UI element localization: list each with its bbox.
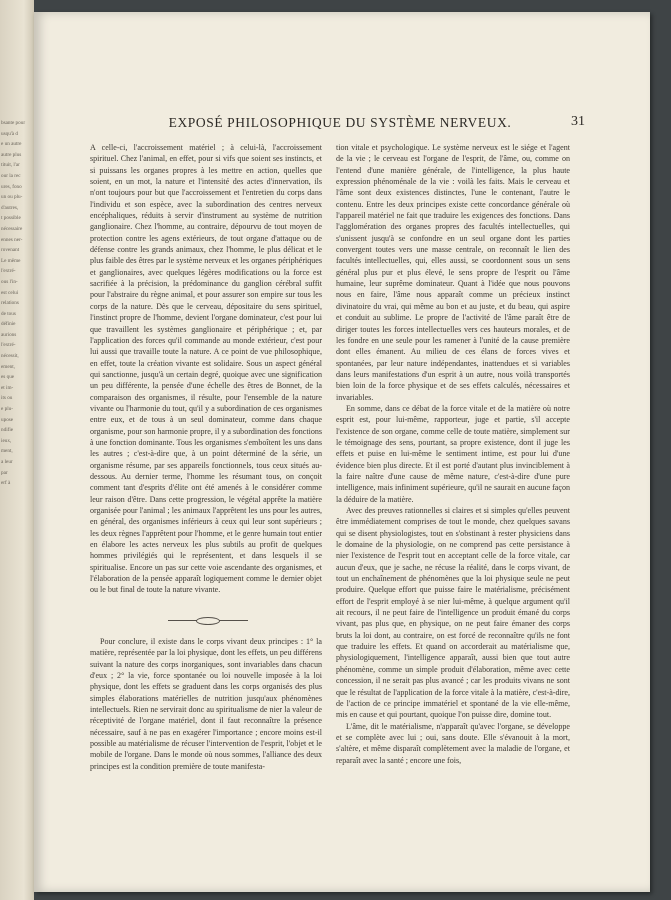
previous-page-fragment: définie <box>1 321 16 328</box>
previous-page-fragment: t possible <box>1 215 21 222</box>
previous-page-fragment: ment, <box>1 448 13 455</box>
previous-page-fragment: nécessit, <box>1 353 19 360</box>
paragraph: tion vitale et psychologique. Le système nerveux est le siége et l'agent de la vie ; le cerveau est l'organe de l'esprit, de l'âme, ou, comme on l'entend d'une manière générale, de l'intelligence, la plus haute expression phénoménale de la vie : voilà les faits. Mais le cerveau et l'âme sont deux existences distinctes, l'une le contenant, l'autre le contenu. Entre les deux principes existe cette concordance générale où l'appareil matériel ne fait que traduire les exigences des fonctions. Dans l'agglomération des organes propres des facultés intellectuelles, qui s'unissent jusqu'à se confondre en un seul organe dont les parties convergent toutes vers une masse centrale, on reconnaît le lien des facultés intellectuelles, qui, elles aussi, se coordonnent sous un sens général plus pur et plus élevé, le sens propre de l'esprit ou l'âme humaine, leur suprême dominateur. Quant à l'idée que nous pouvons nous en faire, l'âme nous apparaît comme un précieux instinct divinatoire du vrai, qui même au bon et au juste, et du beau, qui aspire et conduit au sublime. Le propre de l'activité de l'âme paraît être de diriger toutes les forces intellectuelles vers ces hauteurs morales, et de les fondre en une seule pour les ramener à l'unité de la cause première dont elles émanent. Au milieu de ces élans de forces vives et spontanées, par leur nature indépendantes, inattendues et si variables dans leurs manifestations d'un esprit à un autre, nous voilà transportés bien loin de la force physique et de ses effets calculés, nécessaires et invariables. <box>336 143 570 402</box>
previous-page-fragment: nécessaire <box>1 225 23 232</box>
left-column-conclusion <box>90 636 322 772</box>
previous-page-fragment: relations <box>1 300 19 307</box>
previous-page-fragment: e un autre <box>1 141 22 148</box>
previous-page-fragment: ennes ner- <box>1 236 23 243</box>
previous-page-fragment: l'extré- <box>1 342 16 349</box>
previous-page-fragment: ement, <box>1 363 15 370</box>
previous-page-fragment: ieux, <box>1 437 12 444</box>
previous-page-fragment: bsante pour <box>1 120 26 126</box>
previous-page-fragment: e plu- <box>1 406 13 413</box>
previous-page-fragment: ures, fono <box>1 183 22 190</box>
left-column <box>90 142 322 596</box>
previous-page-fragment: our la rec <box>1 172 21 179</box>
previous-page-fragment: es que <box>1 374 15 381</box>
divider-ornament <box>196 617 220 625</box>
previous-page-fragment: un ou plu- <box>1 194 23 201</box>
previous-page-fragment: rovenant <box>1 247 20 254</box>
previous-page-fragment: a leur <box>1 459 13 465</box>
previous-page-fragment: autre plus <box>1 151 22 158</box>
previous-page-fragment: usqu'à d <box>1 130 18 137</box>
previous-page-fragment: its ou <box>1 395 13 402</box>
paragraph: En somme, dans ce débat de la force vitale et de la matière où notre esprit est, pour lui-même, rapporteur, juge et partie, s'il accepte l'existence de son organe, comme celle de toute matière, simplement sur le témoignage des sens, pourtant, sa propre existence, dont il juge les effets et puise en lui-même le sentiment intime, est pour lui d'une évidence bien plus directe. Et il est porté d'autant plus invinciblement à la faire naître d'une cause de même nature, c'est-à-dire d'une pure intelligence, mais infiniment supérieure, qu'il ne saurait en aucune façon la déduire de la matière. <box>336 403 570 504</box>
previous-page-fragment: aurions <box>1 331 17 338</box>
previous-page-fragment: est celui <box>1 289 19 296</box>
paragraph: Avec des preuves rationnelles si claires et si simples qu'elles peuvent être immédiatement comprises de tout le monde, chez quelques savans qui se disent physiologistes, tout en s'obstinant à rester physiciens dans le domaine de la physiologie, on ne comprend pas cette persistance à nier l'existence de l'esprit tout en acceptant celle de la force vitale, car aucun d'eux, que je sache, ne récuse la réalité, dans le corps vivant, de tout un enchaînement de phénomènes que la loi physique seule ne peut produire. Quelque effort que puisse faire le matérialisme, précisément effort de l'esprit employé à se nier lui-même, à quelque argument qu'il ait recours, il ne peut faire de l'intelligence un produit émané du corps vivant, pas plus que, en physique, on ne peut faire émaner des corps bruts la loi dont, au contraire, on est forcé de reconnaître qu'ils ne font que traduire les effets. Et quand on accorderait au matérialisme que, physiologiquement, l'intelligence apparaît, aussi bien que tout autre phénomène, comme un simple produit d'élaboration, même avec cette concession, il ne serait pas plus avancé ; car les produits vivans ne sont que le résultat de l'application de la force vitale à la matière, c'est-à-dire, de l'action de ce principe immatériel et spontané de la vie elle-même, mis en cause et qui pourtant, quoique l'on puisse dire, domine tout. <box>336 506 570 720</box>
previous-page-fragment: l'extré- <box>1 268 16 275</box>
previous-page-fragment: erf à <box>1 480 11 487</box>
previous-page-fragment: upose <box>1 416 14 423</box>
right-column <box>336 142 570 766</box>
paragraph: L'âme, dit le matérialisme, n'apparaît qu'avec l'organe, se développe et se complète avec lui ; oui, sans doute. Elle s'évanouit à la mort, s'altère, et même disparaît complètement avec la maladie de l'organe, et reparaît avec la santé ; encore une fois, <box>336 721 570 765</box>
previous-page-fragment: par <box>1 469 8 476</box>
running-title: EXPOSÉ PHILOSOPHIQUE DU SYSTÈME NERVEUX. <box>168 115 512 130</box>
paragraph: Pour conclure, il existe dans le corps vivant deux principes : 1° la matière, représentée par la loi physique, dont les effets, un peu différens suivant la nature des corps inorganiques, sont invariables dans chacun d'eux ; 2° la vie, force spontanée ou loi nouvelle imposée à la loi physique, dont les effets se graduent dans les corps organisés des plus simples élaborations matérielles de nutrition jusqu'aux phénomènes intellectuels. Rien ne servirait donc au spiritualisme de nier la valeur de réceptivité de l'organe matériel, dont il faut reconnaître la présence nécessaire, sauf à ne pas en exagérer l'importance ; encore moins est-il possible au matérialisme de récuser l'intervention de l'esprit, l'objet et le mobile de l'organe. Dans le monde où nous sommes, l'alliance des deux principes est la condition première de toute manifesta- <box>90 637 322 771</box>
paragraph: A celle-ci, l'accroissement matériel ; à celui-là, l'accroissement spirituel. Chez l'animal, en effet, pour si vifs que soient ses instincts, et si puissans les organes propres à les mettre en action, quelles que soient, en un mot, la nature et l'intensité des actes d'innervation, ils n'ont toujours pour but que l'accroissement et l'entretien du corps dans l'individu et son espèce, avec la subordination des centres nerveux encéphaliques, réduits à servir d'instrument au système de nutrition ganglionaire. Chez l'homme, au contraire, dépourvu de tout moyen de protection contre les agens extérieurs, de tout organe d'attaque ou de défense contre les grands animaux, chez l'homme, le plus délicat et le plus faible des êtres par le système nerveux et les organes périphériques et ganglionaires, avec quelques légères modifications ou la force est sacrifiée à la précision, la prédominance du ganglion cérébral suffit pour l'abstraire du règne animal, et pour assurer son empire sur tous les corps de la nature. Dès que le cerveau, dépositaire du sens spirituel, l'instinct propre de l'homme, devient l'organe dominateur, c'est pour lui que travaillent les systèmes ganglionaire et périphérique ; et, par l'application des forces qu'il commande au monde extérieur, c'est pour lui aussi que travaille toute la nature. A ce point de vue philosophique, en effet, toute la création vivante est solidaire. Sous un aspect général qui sanctionne, jusqu'à un certain degré, quoique avec une signification un peu différente, la pensée d'une échelle des êtres de Bonnet, de la comparaison des organismes, il résulte, pour l'ensemble de la nature vivante ou l'harmonie du tout, qu'il y a subordination de ces organismes entre eux, et de tous à un seul dominateur, comme dans chaque organisme, pour son harmonie propre, il y a subordination des fonctions à une fonction dominante. Tous les organismes s'emboîtent les uns dans les autres ; c'est-à-dire que, à un point déterminé de la série, un organisme résume, par ses appareils fonctionnels, tous ceux situés au-dessous. Au dernier terme, l'homme les résumant tous, on conçoit comment tant d'esprits d'élite ont été amenés à le considérer comme leur raison d'être. Dans cette progression, le végétal apprête la matière organisée pour l'animal ; les animaux l'apprêtent les uns pour les autres, en général, des organismes inférieurs à ceux qui leur sont supérieurs ; les deux règnes l'apprêtent pour l'homme, et le genre humain tout entier en élabore les actes nerveux les plus subtils au profit de quelques hommes privilégiés qui le représentent, et dans lesquels il se spiritualise. Encore un pas sur cette voie ascendante des organismes, et l'élaboration de la pensée apparaît logiquement comme le dernier objet ou le but final de toute la nature vivante. <box>90 143 322 595</box>
previous-page-fragment: d'autres, <box>1 204 19 211</box>
previous-page-fragment: Le même <box>1 257 21 264</box>
previous-page-fragment: ndifie <box>1 427 14 434</box>
previous-page-fragment: ous l'in- <box>1 278 18 285</box>
previous-page-fragment: et im- <box>1 384 14 391</box>
previous-page-fragment: tituit, l'ar <box>1 162 20 169</box>
previous-page-fragment: de tous <box>1 310 16 317</box>
page-number: 31 <box>571 114 585 129</box>
previous-page-edge <box>0 0 34 900</box>
previous-page-text-fragments <box>0 0 34 489</box>
book-page <box>34 12 650 892</box>
